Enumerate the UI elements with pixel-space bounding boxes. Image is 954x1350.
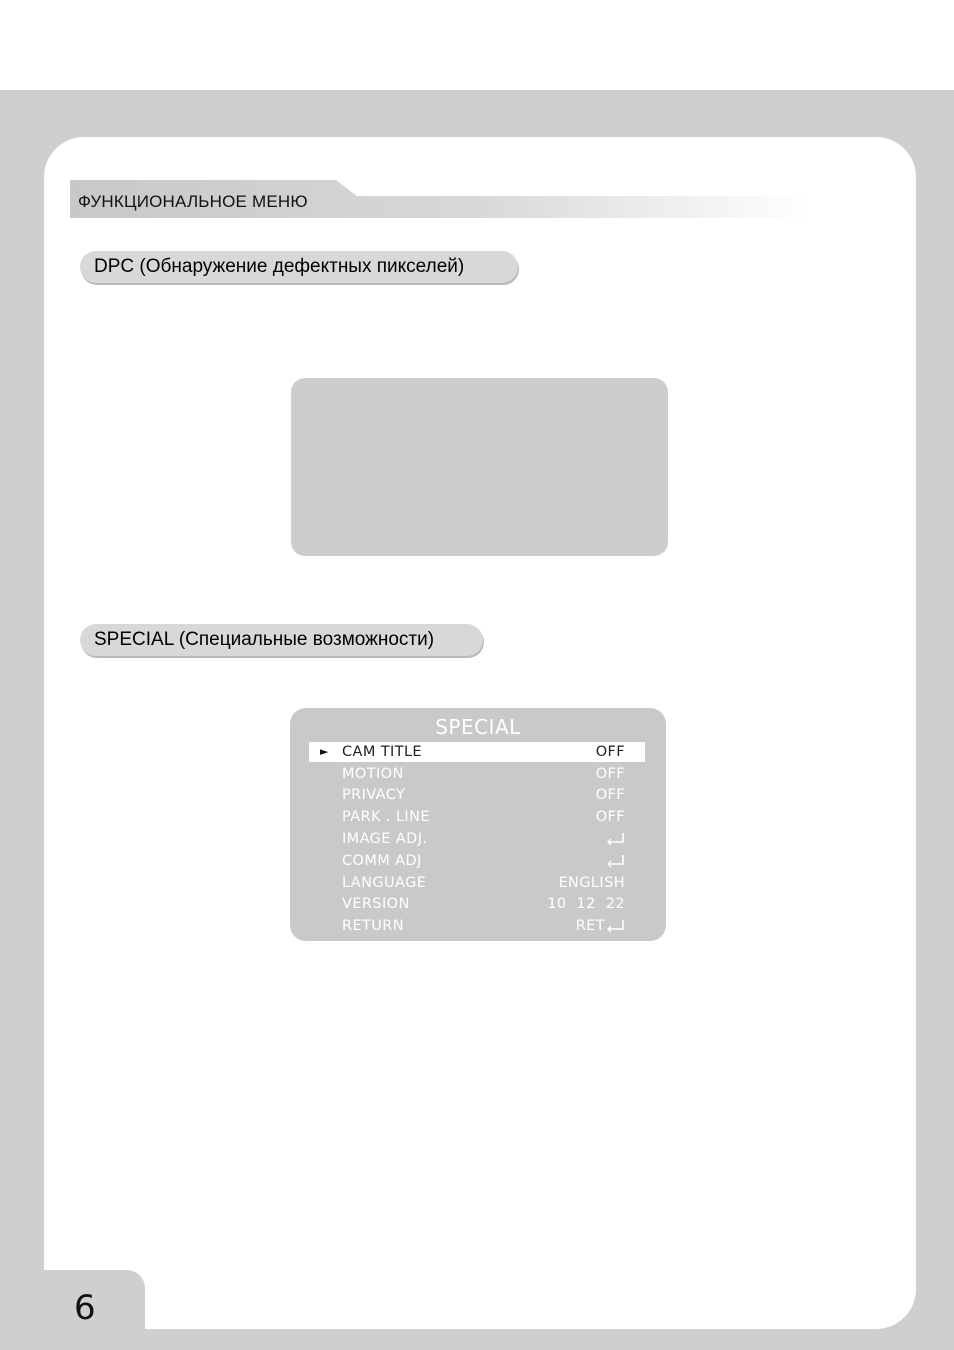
enter-icon (605, 832, 625, 846)
special-osd-menu (290, 708, 666, 941)
osd-row-value: OFF (595, 787, 625, 803)
osd-row-value: OFF (595, 766, 625, 782)
osd-row-cam-title[interactable] (309, 742, 645, 762)
osd-row-value: OFF (595, 744, 625, 760)
osd-title: SPECIAL (435, 715, 521, 739)
osd-row-return[interactable] (309, 916, 645, 936)
osd-row-language[interactable] (309, 873, 645, 893)
osd-row-comm-adj[interactable] (309, 851, 645, 871)
osd-row-value: OFF (595, 809, 625, 825)
osd-row-label: MOTION (342, 766, 404, 782)
section-header (70, 180, 810, 218)
osd-row-label: PRIVACY (342, 787, 406, 803)
selection-arrow-icon: ► (320, 745, 329, 758)
osd-row-label: COMM ADJ (342, 853, 422, 869)
osd-row-label: PARK . LINE (342, 809, 430, 825)
page-number: 6 (74, 1288, 96, 1328)
osd-row-label: CAM TITLE (342, 744, 422, 760)
osd-row-motion[interactable] (309, 764, 645, 784)
osd-row-privacy[interactable] (309, 785, 645, 805)
osd-row-value (576, 916, 625, 936)
section-title: ФУНКЦИОНАЛЬНОЕ МЕНЮ (78, 192, 308, 211)
osd-row-label: IMAGE ADJ. (342, 831, 428, 847)
osd-row-label: LANGUAGE (342, 875, 427, 891)
osd-row-value (605, 851, 625, 871)
enter-icon (605, 919, 625, 933)
osd-row-value: 10 12 22 (547, 896, 625, 912)
osd-row-value (605, 829, 625, 849)
osd-row-label: RETURN (342, 918, 405, 934)
osd-row-park-line[interactable] (309, 807, 645, 827)
dpc-screen-placeholder (291, 378, 668, 556)
enter-icon (605, 854, 625, 868)
dpc-heading: DPC (Обнаружение дефектных пикселей) (80, 251, 518, 283)
osd-row-version (309, 894, 645, 914)
osd-row-value: ENGLISH (558, 875, 625, 891)
osd-row-image-adj[interactable] (309, 829, 645, 849)
osd-return-text: RET (575, 918, 605, 934)
osd-row-label: VERSION (342, 896, 410, 912)
special-heading: SPECIAL (Специальные возможности) (80, 624, 483, 656)
